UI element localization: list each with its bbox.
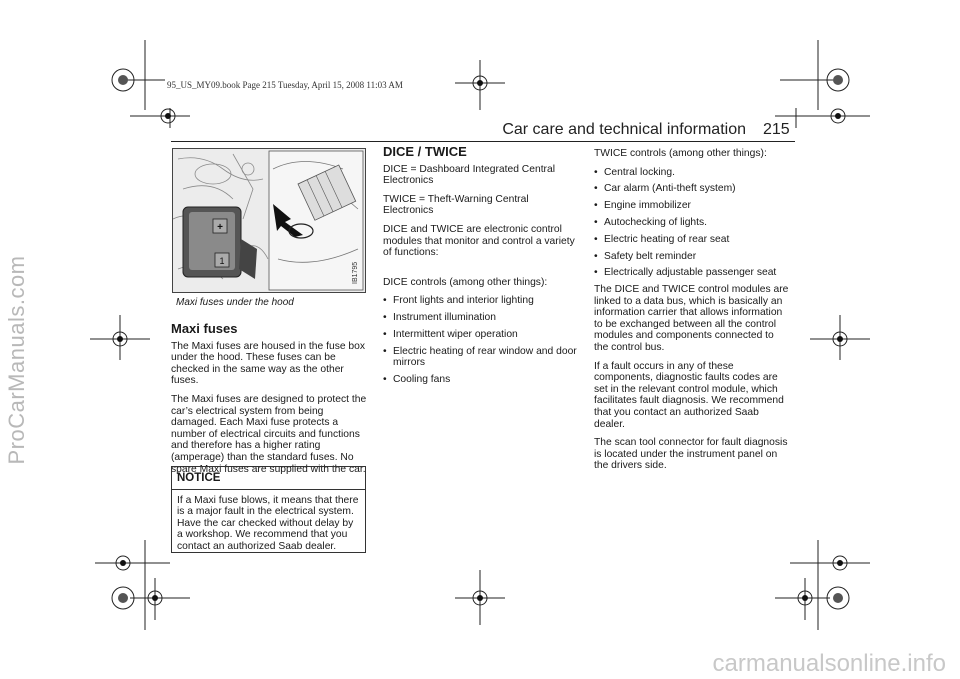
plus-symbol: + [217, 222, 223, 233]
list-item: • Engine immobilizer [594, 200, 790, 212]
bottom-watermark: carmanualsonline.info [712, 650, 946, 677]
notice-box [171, 466, 366, 553]
twice-definition: TWICE = Theft-Warning Central Electronics [383, 193, 529, 217]
list-item: • Electrically adjustable passenger seat [594, 267, 790, 279]
twice-paragraph-1: The DICE and TWICE control modules are linked to a data bus, which is basically an information carrier that allows information to be exchanged between all the control modules and components connected to the control bus. [594, 284, 789, 354]
list-item: • Intermittent wiper operation [383, 329, 579, 341]
list-item: • Autochecking of lights. [594, 217, 790, 229]
maxi-paragraph-1: The Maxi fuses are housed in the fuse box under the hood. These fuses can be checked in the same way as the other fuses. [171, 340, 366, 387]
header-rule [171, 141, 795, 142]
twice-section [594, 148, 790, 479]
figure-caption: Maxi fuses under the hood [176, 297, 294, 308]
page-number: 215 [763, 121, 790, 138]
list-item: • Safety belt reminder [594, 251, 790, 263]
side-watermark-text: ProCarManuals.com [4, 255, 29, 465]
notice-heading: NOTICE [172, 467, 365, 490]
dice-controls-list [383, 295, 579, 385]
engine-bay-drawing [173, 149, 365, 292]
dice-definition: DICE = Dashboard Integrated Central Electronics [383, 163, 555, 187]
list-item: • Electric heating of rear window and door mirrors [383, 346, 579, 369]
list-item: • Electric heating of rear seat [594, 234, 790, 246]
twice-controls-list [594, 167, 790, 279]
list-item: • Central locking. [594, 167, 790, 179]
maxi-fuses-heading: Maxi fuses [171, 321, 238, 336]
twice-controls-label: TWICE controls (among other things): [594, 148, 767, 159]
maxi-fuses-section [171, 323, 367, 482]
twice-paragraph-2: If a fault occurs in any of these components, diagnostic faults codes are set in the relevant control module, which facilitates fault diagnosis. We recommend that you contact an authorized Saab dealer. [594, 360, 784, 430]
section-title: Car care and technical information [502, 121, 746, 138]
list-item: • Cooling fans [383, 374, 579, 386]
fuse-box-illustration [172, 148, 366, 293]
one-symbol: 1 [219, 256, 225, 266]
dice-twice-section [383, 146, 579, 391]
dice-intro: DICE and TWICE are electronic control modules that monitor and control a variety of functions: [383, 223, 575, 259]
notice-text: If a Maxi fuse blows, it means that there is a major fault in the electrical system. Have the car checked without delay by a workshop. We recommend that you contact an authorized Saab dealer. [177, 494, 359, 552]
dice-twice-heading: DICE / TWICE [383, 144, 467, 159]
side-watermark [2, 150, 32, 570]
list-item: • Front lights and interior lighting [383, 295, 579, 307]
maxi-paragraph-2: The Maxi fuses are designed to protect the car’s electrical system from being damaged. Each Maxi fuse protects a number of electrical circuits and functions and therefore has a higher rating (amperage) than the standard fuses. No spare Maxi fuses are supplied with the car. [171, 393, 367, 475]
list-item: • Instrument illumination [383, 312, 579, 324]
list-item: • Car alarm (Anti-theft system) [594, 183, 790, 195]
twice-paragraph-3: The scan tool connector for fault diagnosis is located under the instrument panel on the drivers side. [594, 437, 788, 472]
dice-controls-label: DICE controls (among other things): [383, 276, 548, 288]
figure-code: IB1795 [352, 261, 359, 284]
book-info: 95_US_MY09.book Page 215 Tuesday, April 15, 2008 11:03 AM [167, 80, 403, 90]
